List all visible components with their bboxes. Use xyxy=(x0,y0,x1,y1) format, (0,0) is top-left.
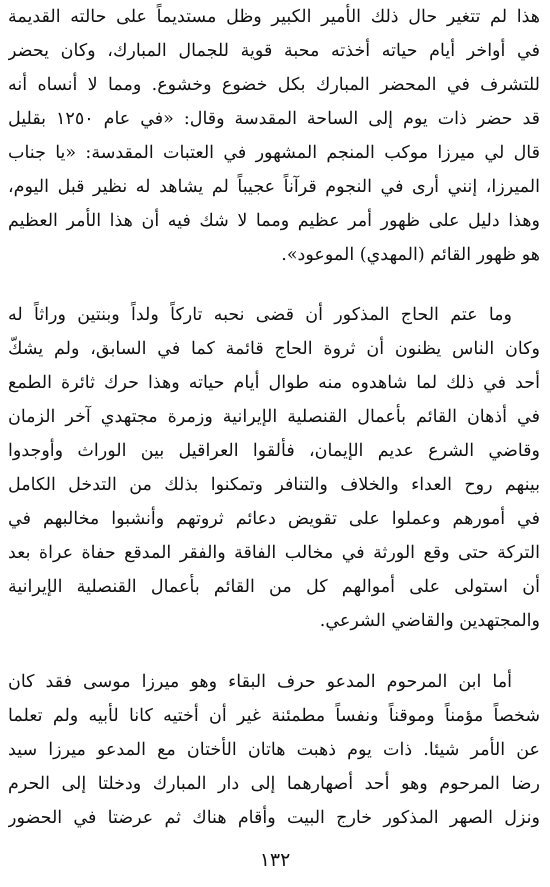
text-line: قد حضر ذات يوم إلى الساحة المقدسة وقال: «في عام ١٢٥٠ بقليل xyxy=(8,109,540,129)
text-line: شخصاً مؤمناً وموقناً ونفساً مطمئنة غير أن أختيه كانا لأبيه ولم تعلما xyxy=(8,706,540,726)
text-line: والمجتهدين والقاضي الشرعي. xyxy=(319,611,540,631)
text-line: في أواخر أيام حياته أخذته محبة قوية للجمال المبارك، وكان يحضر xyxy=(8,41,540,61)
text-line: ونزل الصهر المذكور خارج البيت وأقام هناك ثم عرضتا في الحضور xyxy=(8,808,540,828)
text-line: قال لي ميرزا موكب المنجم المشهور في العتبات المقدسة: «يا جناب xyxy=(8,143,540,163)
page-number: ١٣٢ xyxy=(259,849,291,871)
text-line: هذا لم تتغير حال ذلك الأمير الكبير وظل مستديماً على حالته القديمة xyxy=(8,7,540,27)
text-line: في أمورهم وعملوا على تقويض دعائم ثروتهم وأنشبوا مخالبهم في xyxy=(8,509,540,529)
text-line: عن الأمر شيئا. ذات يوم ذهبت هاتان الأختان مع المدعو ميرزا سيد xyxy=(8,740,540,760)
text-line: وقاضي الشرع عديم الإيمان، فألقوا العراقيل بين الوراث وأوجدوا xyxy=(8,441,540,461)
text-line: الميرزا، إنني أرى في النجوم قرآناً عجيباً لم يشاهد له نظير قبل اليوم، xyxy=(8,177,540,197)
text-line: وكان الناس يظنون أن ثروة الحاج قائمة كما في السابق، ولم يشكّ xyxy=(8,339,540,359)
text-line: أن استولى على أموالهم كل من القائم بأعمال القنصلية الإيرانية xyxy=(8,577,540,597)
text-line: أما ابن المرحوم المدعو حرف البقاء وهو ميرزا موسى فقد كان xyxy=(8,672,512,692)
text-line: في أذهان القائم بأعمال القنصلية الإيرانية وزمرة مجتهدي آخر الزمان xyxy=(8,407,540,427)
text-line: وهذا دليل على ظهور أمر عظيم ومما لا شك فيه أن هذا الأمر العظيم xyxy=(8,211,540,231)
text-line: رضا المرحوم وهو أحد أصهارهما إلى دار المبارك ودخلتا إلى الحرم xyxy=(8,774,540,794)
text-line: أحد في ذلك لما شاهدوه منه طوال أيام حياته وهذا حرك ثائرة الطمع xyxy=(8,373,540,393)
text-line: بينهم روح العداء والخلاف والتنافر وتمكنوا بذلك من التدخل الكامل xyxy=(8,475,540,495)
text-line: للتشرف في المحضر المبارك بكل خضوع وخشوع. ومما لا أنساه أنه xyxy=(8,75,540,95)
text-line: هو ظهور القائم (المهدي) الموعود». xyxy=(281,245,540,265)
text-line: التركة حتى وقع الورثة في مخالب الفاقة والفقر المدقع حفاة عراة بعد xyxy=(8,543,540,563)
text-line: وما عتم الحاج المذكور أن قضى نحبه تاركاً ولداً وبنتين وراثاً له xyxy=(8,305,512,325)
